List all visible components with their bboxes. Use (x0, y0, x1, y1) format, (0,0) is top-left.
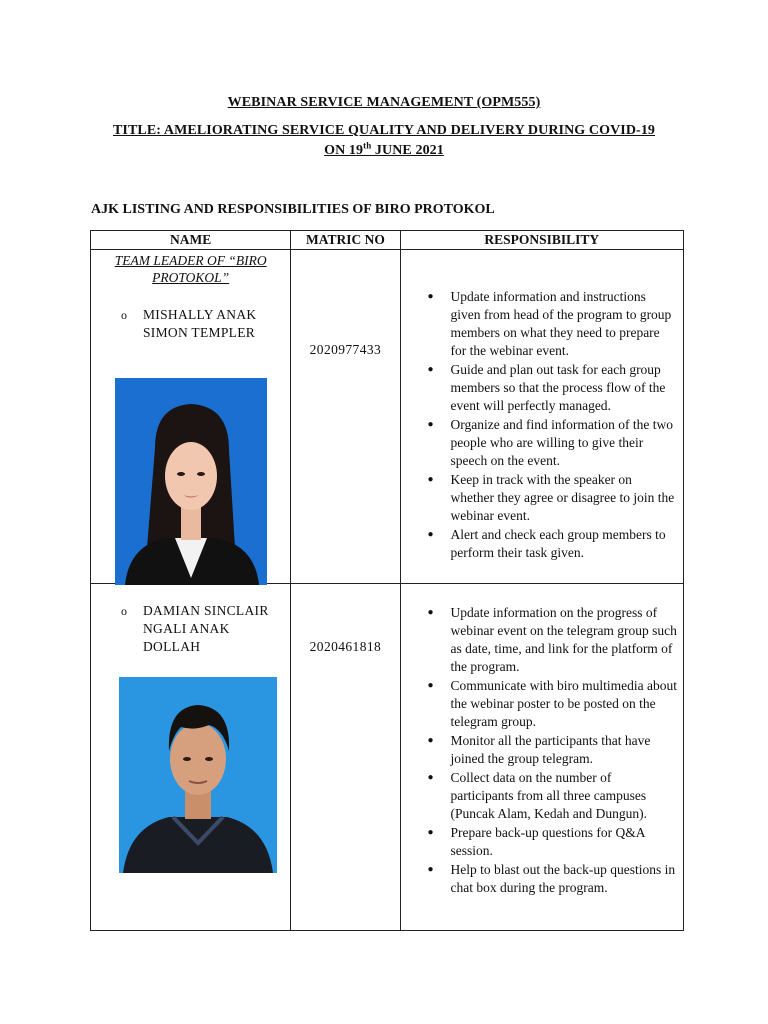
list-item (427, 526, 678, 562)
list-item (427, 471, 678, 525)
matric-cell (291, 250, 400, 584)
bullet-icon: ● (427, 607, 434, 618)
table-header-row (91, 231, 684, 250)
table-row (91, 250, 684, 584)
member-name (91, 602, 290, 656)
title-line-2 (0, 140, 768, 159)
header-name: NAME (91, 231, 291, 250)
responsibility-list (401, 584, 684, 897)
ajk-table (90, 230, 684, 931)
list-item (427, 288, 678, 360)
bullet-icon: ● (427, 680, 434, 691)
portrait-woman-icon (115, 378, 267, 585)
hollow-bullet-icon: o (121, 308, 128, 322)
team-leader-label: TEAM LEADER OF “BIRO PROTOKOL” (114, 253, 267, 285)
hollow-bullet-icon: o (121, 604, 128, 618)
bullet-icon: ● (427, 364, 434, 375)
course-heading: WEBINAR SERVICE MANAGEMENT (OPM555) (227, 95, 541, 110)
matric-number: 2020977433 (309, 342, 382, 357)
list-item (427, 361, 678, 415)
header-matric: MATRIC NO (291, 231, 400, 250)
member-name-text: MISHALLY ANAK SIMON TEMPLER (143, 307, 257, 340)
list-item-text: Update information on the progress of webinar event on the telegram group such as date, time, and link for the platform of the program. (450, 605, 677, 674)
list-item-text: Update information and instructions given from head of the program to group members on what they need to prepare for the webinar event. (450, 289, 672, 358)
bullet-icon: ● (427, 827, 434, 838)
bullet-icon: ● (427, 864, 434, 875)
list-item (427, 604, 678, 676)
bullet-icon: ● (427, 735, 434, 746)
title-line-1: TITLE: AMELIORATING SERVICE QUALITY AND DELIVERY DURING COVID-19 (112, 123, 656, 138)
section-title: AJK LISTING AND RESPONSIBILITIES OF BIRO PROTOKOL (91, 202, 495, 217)
responsibility-cell (400, 250, 684, 584)
list-item-text: Collect data on the number of participants from all three campuses (Puncak Alam, Kedah and Dungun). (450, 770, 647, 821)
title-date-sup: th (363, 140, 372, 151)
list-item (427, 677, 678, 731)
list-item (427, 416, 678, 470)
list-item-text: Communicate with biro multimedia about the webinar poster to be posted on the telegram group. (450, 678, 677, 729)
list-item-text: Alert and check each group members to perform their task given. (450, 527, 666, 560)
matric-number: 2020461818 (309, 639, 382, 654)
list-item (427, 732, 678, 768)
bullet-icon: ● (427, 291, 434, 302)
matric-cell (291, 584, 400, 931)
title-date-suffix: JUNE 2021 (371, 143, 444, 158)
bullet-icon: ● (427, 419, 434, 430)
list-item-text: Organize and find information of the two people who are willing to give their speech on the event. (450, 417, 673, 468)
responsibility-list (401, 250, 684, 562)
list-item (427, 861, 678, 897)
name-cell (91, 250, 291, 584)
portrait-man-icon (119, 677, 277, 873)
bullet-icon: ● (427, 474, 434, 485)
bullet-icon: ● (427, 529, 434, 540)
member-photo (115, 378, 267, 585)
list-item-text: Guide and plan out task for each group members so that the process flow of the event will perfectly managed. (450, 362, 666, 413)
member-photo (119, 677, 277, 873)
list-item-text: Prepare back-up questions for Q&A session. (450, 825, 645, 858)
table-row (91, 584, 684, 931)
list-item-text: Help to blast out the back-up questions in chat box during the program. (450, 862, 676, 895)
responsibility-cell (400, 584, 684, 931)
list-item (427, 824, 678, 860)
list-item-text: Keep in track with the speaker on whether they agree or disagree to join the webinar event. (450, 472, 675, 523)
member-name (91, 306, 290, 342)
member-name-text: DAMIAN SINCLAIR NGALI ANAK DOLLAH (143, 603, 269, 654)
header-responsibility: RESPONSIBILITY (400, 231, 684, 250)
list-item (427, 769, 678, 823)
list-item-text: Monitor all the participants that have joined the group telegram. (450, 733, 651, 766)
name-cell (91, 584, 291, 931)
bullet-icon: ● (427, 772, 434, 783)
title-date-prefix: ON 19 (324, 143, 364, 158)
